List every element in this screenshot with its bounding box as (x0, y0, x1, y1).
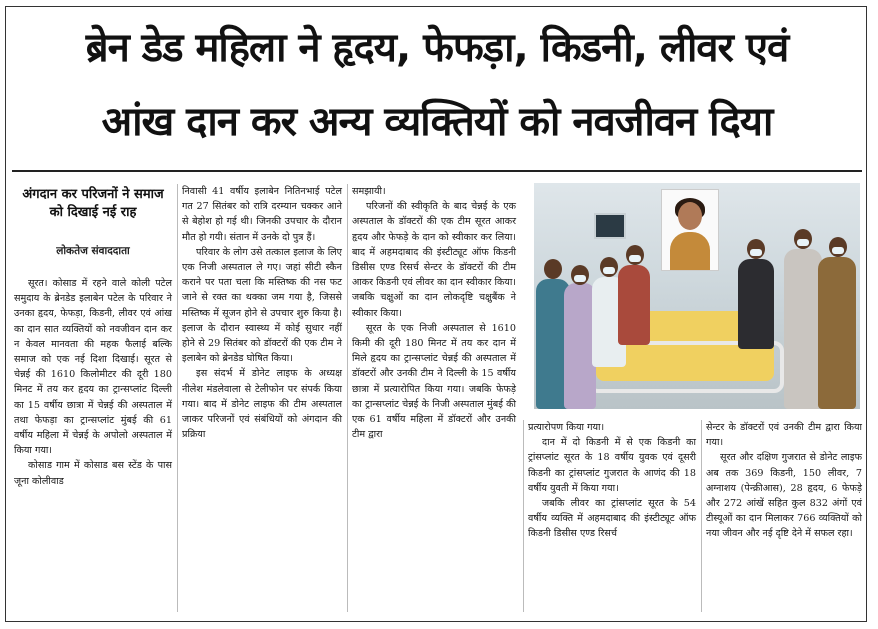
byline: लोकतेज संवाददाता (56, 245, 130, 257)
paragraph: जबकि लीवर का ट्रांसप्लांट सूरत के 54 वर्षीय व्यक्ति में अहमदाबाद की इंस्टीट्यूट ऑफ किडनी डिसीस एण्ड रिसर्च (528, 498, 696, 540)
paragraph: परिवार के लोग उसे तत्काल इलाज के लिए एक निजी अस्पताल ले गए। जहां सीटी स्कैन कराने पर पता चला कि मस्तिष्क की नस फट जाने से रक्त का थक्का जम गया है, जिससे मस्तिष्क में सूजन होने से उपचार शुरु किया है। इलाज के दौरान स्वास्थ्य में कोई सुधार नहीं होने से 29 सितंबर को डॉक्टरों की एक टीम ने इलाबेन को ब्रेनडेड घोषित किया। (182, 246, 342, 365)
paragraph: सूरत। कोसाड में रहने वाले कोली पटेल समुदाय के ब्रेनडेड इलाबेन पटेल के परिवार ने उनका हृदय, फेफड़ा, किडनी, लीवर एवं आंख का दान सात व्यक्तियों को नवजीवन दान कर न केवल मानवता की महक फैलाई बल्कि समाज को एक नई दिशा दिखाई। सूरत से चेन्नई की 1610 किलोमीटर की दूरी 180 मिनट में तय कर हृदय का ट्रान्सप्लांट दिल्ली का 15 वर्षीय छात्रा में चेन्नई की अस्पताल में तथा फेफड़ा का ट्रान्सप्लांट मुंबई की 61 वर्षीय महिला में चेन्नई के अपोलो अस्पताल में किया गया। (14, 278, 172, 457)
paragraph: समझायी। (352, 186, 386, 197)
hospital-photo (534, 183, 860, 409)
column-divider (347, 184, 348, 612)
text-column-5 (706, 420, 862, 542)
column-divider (177, 184, 178, 612)
headline-line-2: आंख दान कर अन्य व्यक्तियों को नवजीवन दिया (101, 99, 773, 145)
paragraph: निवासी 41 वर्षीय इलाबेन नितिनभाई पटेल गत 27 सितंबर को रात्रि दरम्यान चक्कर आने से बेहोश हो गई थी। जिनकी उपचार के दौरान मौत हो गयी। संतान में उनके दो पुत्र हैं। (182, 186, 342, 243)
paragraph: कोसाड गाम में कोसाड बस स्टेंड के पास जूना कोलीवाड (14, 460, 172, 487)
paragraph: परिजनों की स्वीकृति के बाद चेन्नई के एक अस्पताल के डॉक्टरों की एक टीम सूरत आकर हृदय और फेफड़े के दान को स्वीकार कर लिया। बाद में अहमदाबाद की इंस्टीट्यूट ऑफ किडनी डिसीस एण्ड रिसर्च सेन्टर के डॉक्टरों की टीम आकर किडनी एवं लीवर का दान स्वीकार किया। जबकि चक्षुओं का दान लोकदृष्टि चक्षुबैंक ने स्वीकार किया। (352, 201, 516, 319)
text-column-3 (352, 184, 516, 442)
paragraph: सेन्टर के डॉक्टरों एवं उनकी टीम द्वारा किया गया। (706, 422, 862, 449)
column-divider (701, 420, 702, 612)
text-column-2 (182, 184, 342, 442)
paragraph: दान में दो किडनी में से एक किडनी का ट्रांसप्लांट सूरत के 18 वर्षीय युवक एवं दूसरी किडनी का ट्रांसप्लांट गुजरात के आणंद की 18 वर्षीय युवती में किया गया। (528, 437, 696, 494)
donor-portrait-inset (661, 189, 719, 271)
article-subhead: अंगदान कर परिजनों ने समाज को दिखाई नई राह (22, 187, 164, 220)
paragraph: सूरत के एक निजी अस्पताल से 1610 किमी की दूरी 180 मिनट में तय कर दान में मिले हृदय का ट्रान्सप्लांट चेन्नई की अस्पताल में डॉक्टरों और उनकी टीम ने दिल्ली के 15 वर्षीय छात्रा में प्रत्यारोपित किया गया। जबकि फेफड़े का ट्रान्सप्लांट चेन्नई के निजी अस्पताल मुंबई की एक 61 वर्षीय महिला में डॉक्टरों और उनकी टीम द्वारा (352, 322, 516, 441)
text-column-1 (14, 276, 172, 489)
column-divider (523, 420, 524, 612)
medical-monitor (594, 213, 626, 239)
headline-line-1: ब्रेन डेड महिला ने हृदय, फेफड़ा, किडनी, लीवर एवं (85, 25, 789, 71)
paragraph: इस संदर्भ में डोनेट लाइफ के अध्यक्ष नीलेश मंडलेवाला से टेलीफोन पर संपर्क किया गया। बाद में डोनेट लाइफ की टीम अस्पताल जाकर परिजनों एवं संबंधियों को अंगदान की प्रक्रिया (182, 368, 342, 441)
text-column-4 (528, 420, 696, 542)
paragraph: प्रत्यारोपण किया गया। (528, 422, 605, 433)
headline-divider (12, 170, 862, 172)
paragraph: सूरत और दक्षिण गुजरात से डोनेट लाइफ अब तक 369 किडनी, 150 लीवर, 7 अग्नाशय (पेन्क्रीआस), 28 हृदय, 6 फेफड़े और 272 आंखें सहित कुल 832 अंगों एवं टीस्यूओं का दान मिलाकर 766 व्यक्तियों को नया जीवन और नई दृष्टि देने में सफल रहा। (706, 452, 862, 540)
